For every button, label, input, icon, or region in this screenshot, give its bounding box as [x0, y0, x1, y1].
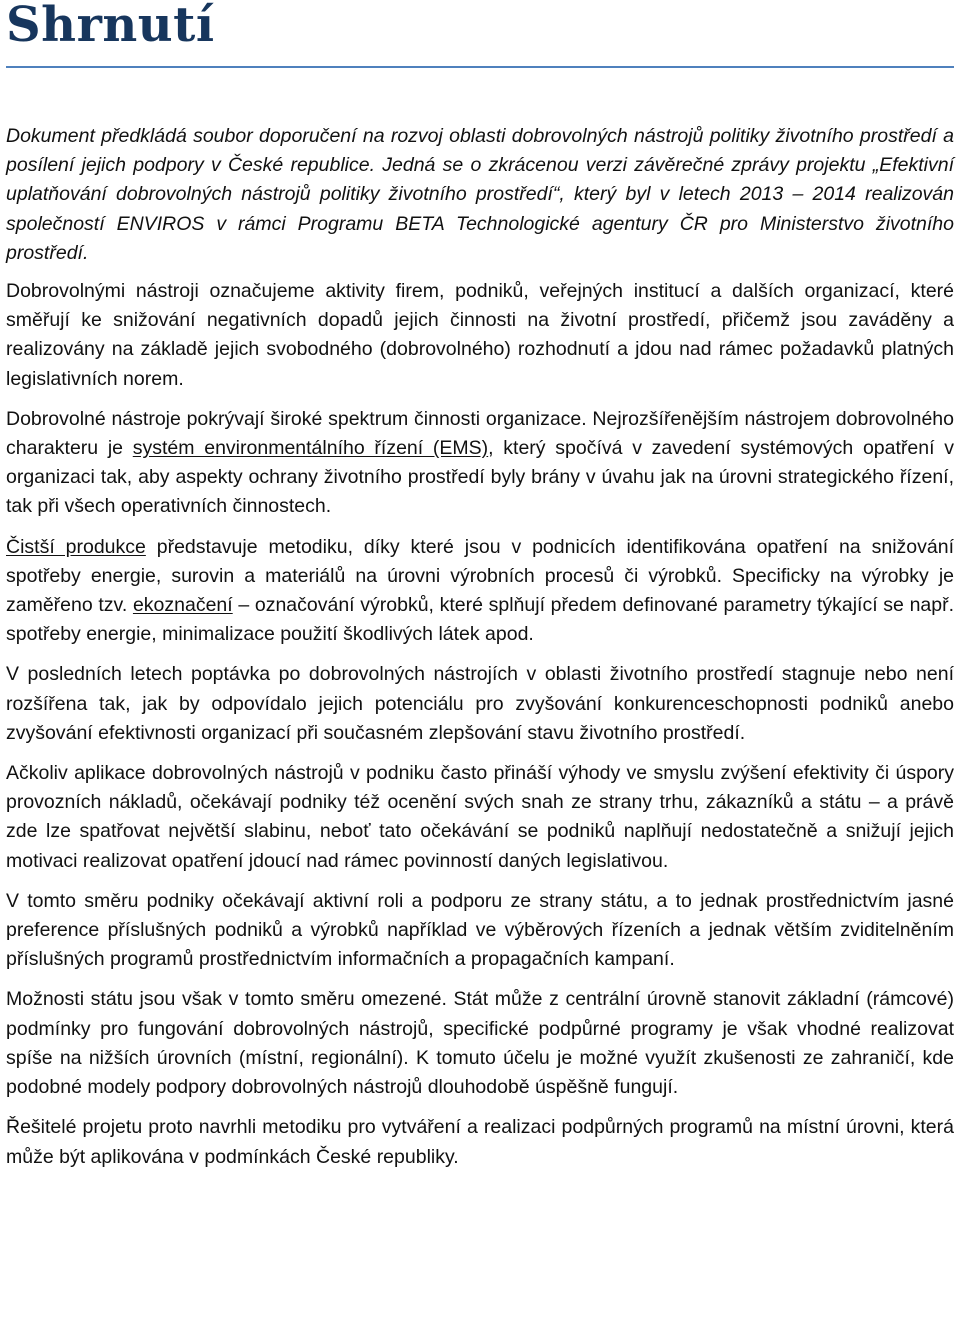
ems-link[interactable]: systém environmentálního řízení (EMS): [132, 437, 489, 460]
cleaner-production-link[interactable]: Čistší produkce: [6, 535, 146, 558]
paragraph-definition: Dobrovolnými nástroji označujeme aktivity firem, podniků, veřejných institucí a dalších organizací, které směřují ke snižování negativních dopadů jejich činnosti na životní prostředí, přičemž jsou zaváděny a realizovány na základě jejich svobodného (dobrovolného) rozhodnutí a jdou nad rámec požadavků platných legislativních norem.: [6, 280, 954, 390]
ecolabel-link[interactable]: ekoznačení: [132, 594, 233, 617]
paragraph-ems-text-before: Dobrovolné nástroje pokrývají široké spektrum činnosti organizace. Nejrozšířenějším nástrojem dobrovolného charakteru je: [6, 407, 954, 460]
paragraph-methodology: Řešitelé projetu proto navrhli metodiku pro vytváření a realizaci podpůrných programů na místní úrovni, která může být aplikována v podmínkách České republiky.: [6, 1116, 954, 1168]
paragraph-cleaner-production: [6, 533, 954, 650]
paragraph-ems: [6, 405, 954, 522]
paragraph-cleaner-production-text-after: – označování výrobků, které splňují předem definované parametry týkající se např. spotřeby energie, minimalizace použití škodlivých látek apod.: [6, 594, 955, 646]
document-page: [6, 0, 954, 1172]
paragraph-cleaner-production-text-mid: představuje metodiku, díky které jsou v podnicích identifikována opatření na snižování spotřeby energie, surovin a materiálů na úrovni výrobních procesů či výrobků. Specificky na výrobky je zaměřeno tzv.: [6, 535, 954, 617]
paragraph-state-possibilities: Možnosti státu jsou však v tomto směru omezené. Stát může z centrální úrovně stanovit základní (rámcové) podmínky pro fungování dobrovolných nástrojů, specifické podpůrné programy je však vhodné realizovat spíše na nižších úrovních (místní, regionální). K tomuto účelu je možné využít zkušenosti ze zahraničí, kde podobné modely podpory dobrovolných nástrojů dlouhodobě úspěšně fungují.: [6, 988, 954, 1099]
paragraph-ems-text-after: , který spočívá v zavedení systémových opatření v organizaci tak, aby aspekty ochrany životního prostředí byly brány v úvahu jak na úrovni strategického řízení, tak při všech operativních činnostech.: [6, 437, 954, 518]
title-divider: [6, 66, 954, 68]
paragraph-state-role: V tomto směru podniky očekávají aktivní roli a podporu ze strany státu, a to jednak prostřednictvím jasné preference příslušných podniků a výrobků například ve výběrových řízeních a jednak větším zviditelněním příslušných programů prostřednictvím informačních a propagačních kampaní.: [6, 889, 954, 971]
intro-paragraph: Dokument předkládá soubor doporučení na rozvoj oblasti dobrovolných nástrojů politiky životního prostředí a posílení jejich podpory v České republice. Jedná se o zkrácenou verzi závěrečné zprávy projektu „Efektivní uplatňování dobrovolných nástrojů politiky životního prostředí“, který byl v letech 2013 – 2014 realizován společností ENVIROS v rámci Programu BETA Technologické agentury ČR pro Ministerstvo životního prostředí.: [6, 125, 954, 264]
paragraph-demand: V posledních letech poptávka po dobrovolných nástrojích v oblasti životního prostředí stagnuje nebo není rozšířena tak, jak by odpovídalo jejich potenciálu pro zvyšování konkurenceschopnosti podniků anebo zvyšování efektivnosti organizací při současném zlepšování stavu životního prostředí.: [6, 663, 954, 744]
page-title: Shrnutí: [6, 0, 215, 53]
paragraph-benefits: Ačkoliv aplikace dobrovolných nástrojů v podniku často přináší výhody ve smyslu zvýšení efektivity či úspory provozních nákladů, očekávají podniky též ocenění svých snah ze strany trhu, zákazníků a státu – a právě zde lze spatřovat největší slabinu, neboť tato očekávání se podniků naplňují nedostatečně a snižují jejich motivaci realizovat opatření jdoucí nad rámec povinností daných legislativou.: [6, 762, 954, 872]
